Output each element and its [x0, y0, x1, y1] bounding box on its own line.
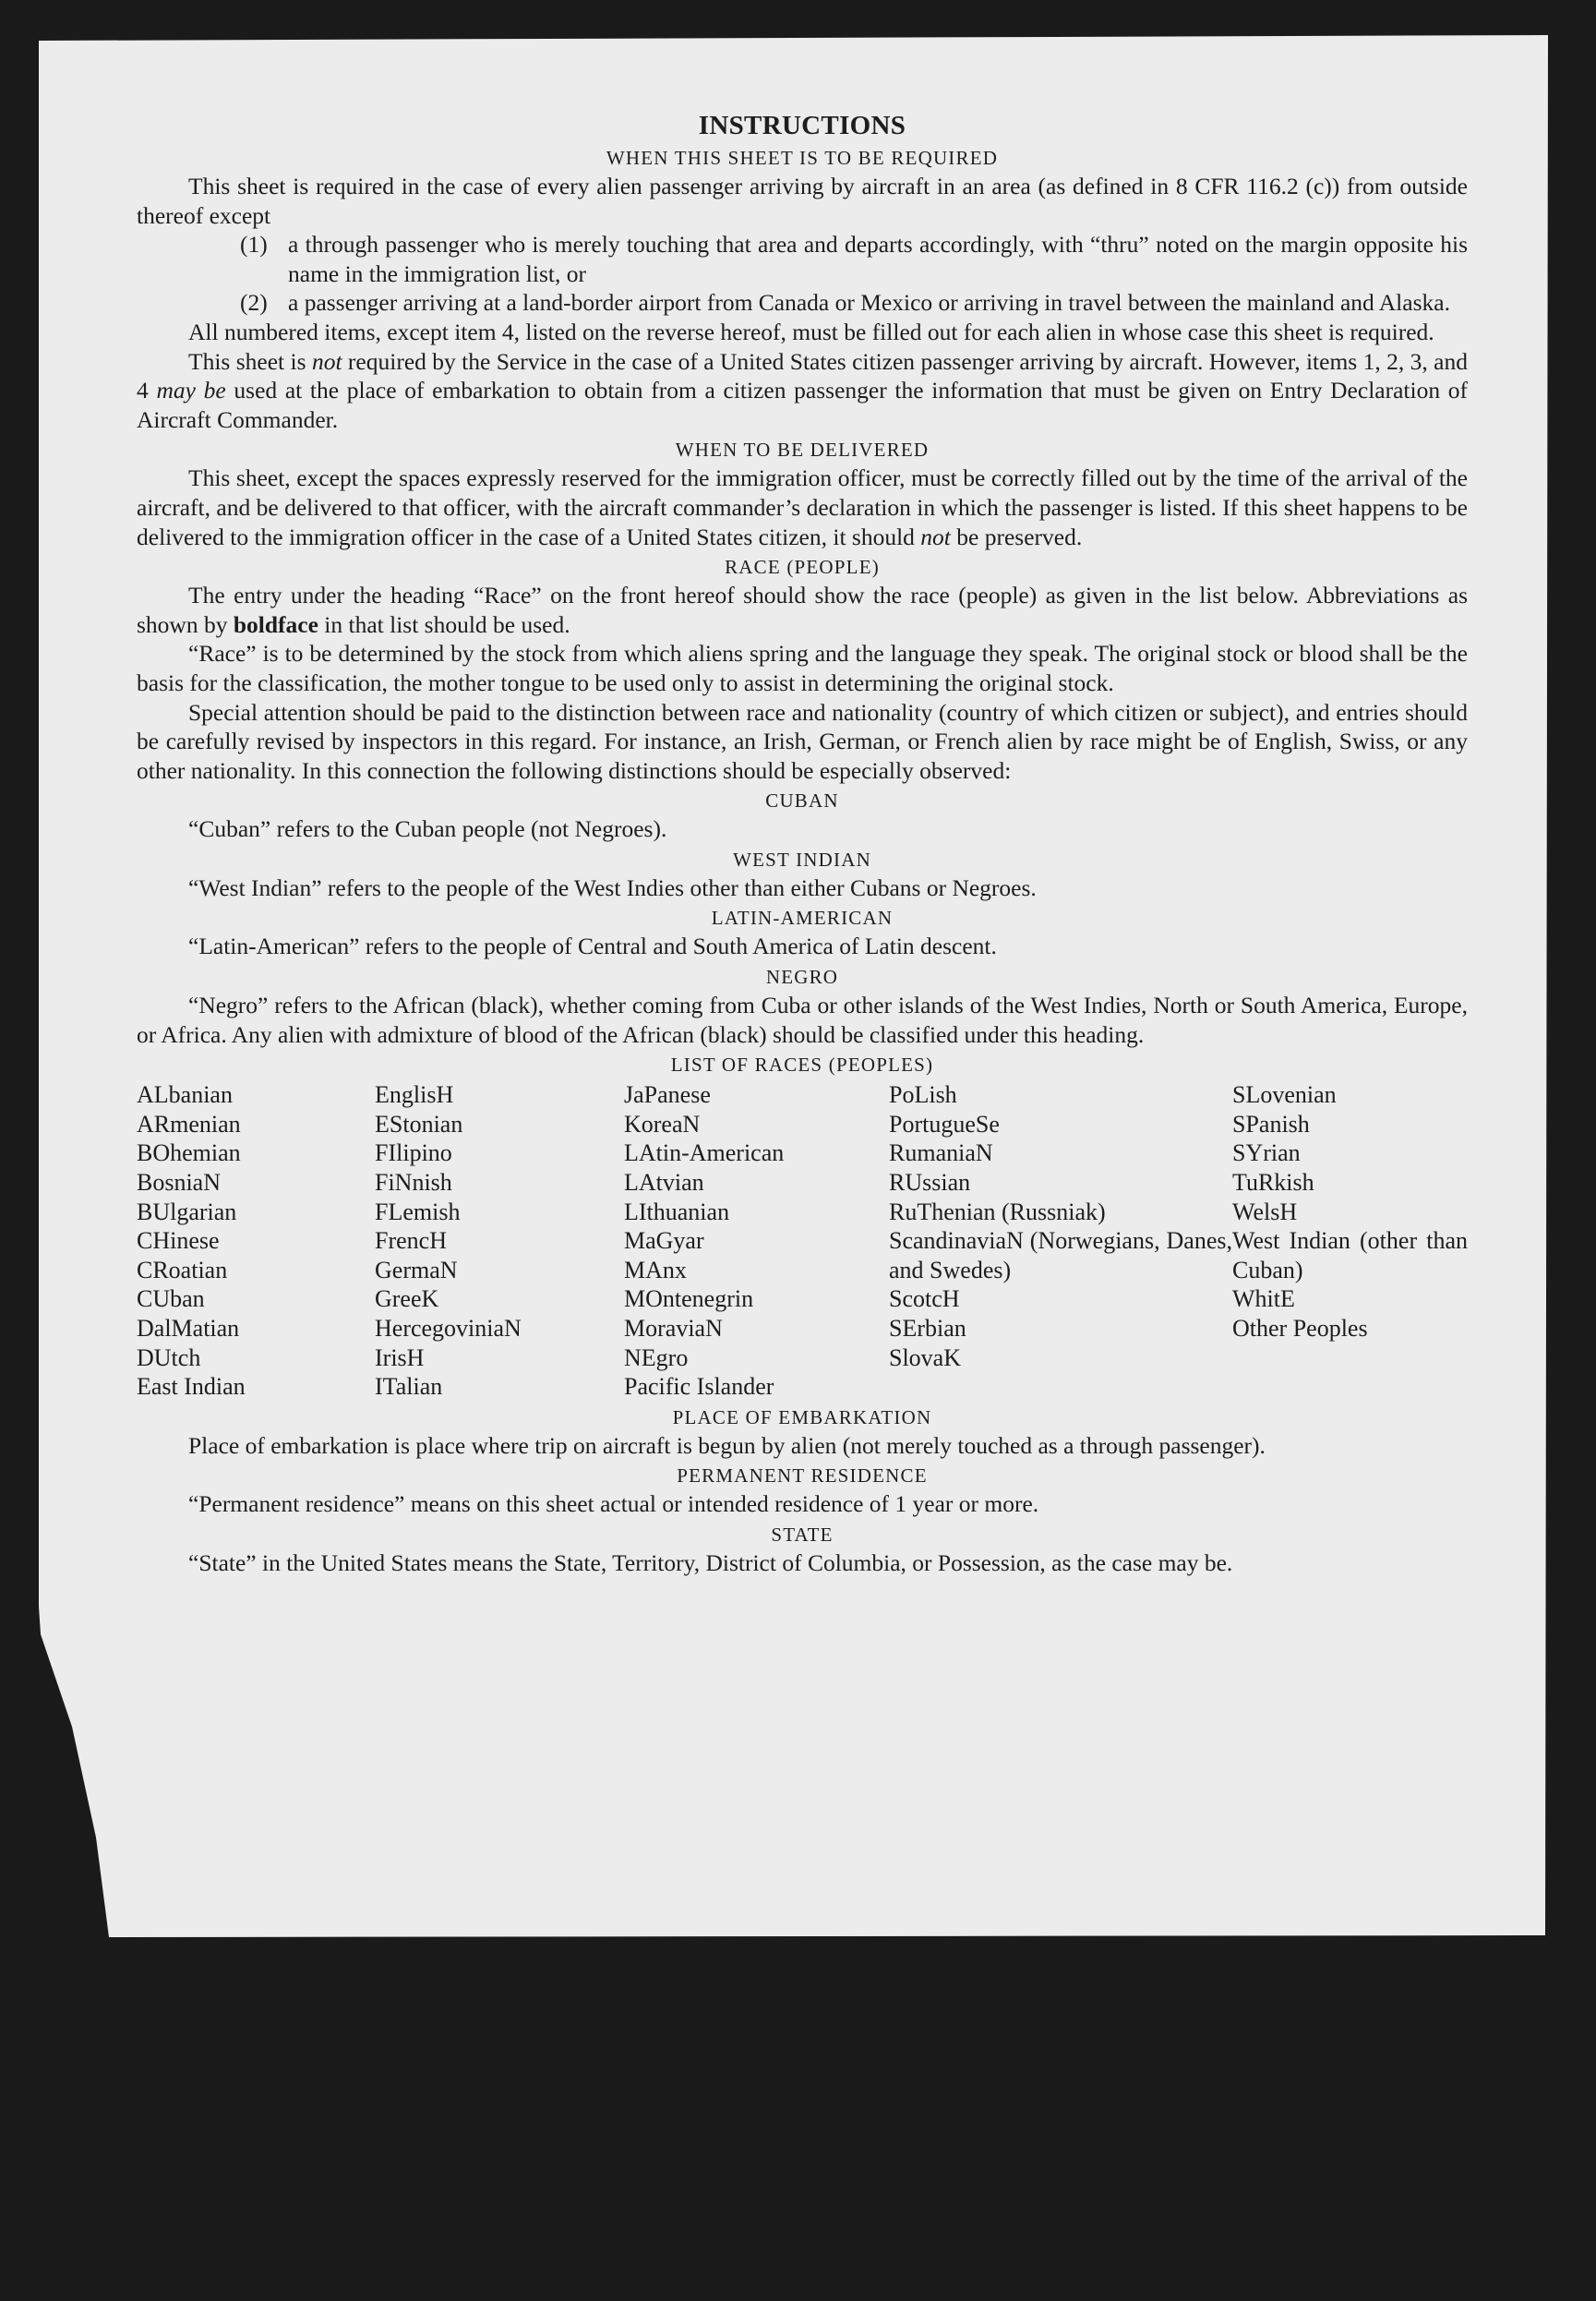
- race-entry: PortugueSe: [889, 1110, 1000, 1138]
- race-entry: FrencH: [375, 1227, 447, 1255]
- race-entry: ScotcH: [889, 1285, 960, 1313]
- race-entry: BUlgarian: [137, 1198, 237, 1225]
- race-entry: SlovaK: [889, 1343, 961, 1371]
- state-definition: “State” in the United States means the State, Territory, District of Columbia, or Possession, as the case may be.: [188, 1548, 1233, 1576]
- race-entry: SYrian: [1232, 1139, 1301, 1167]
- race-entry: West Indian (other than Cuban): [1232, 1227, 1468, 1283]
- race-entry: ARmenian: [137, 1110, 241, 1138]
- race-entry: EnglisH: [375, 1081, 454, 1109]
- exception-item-2: [240, 288, 1468, 318]
- heading-latin-american: LATIN-AMERICAN: [711, 907, 894, 930]
- heading-when-delivered: WHEN TO BE DELIVERED: [675, 439, 930, 462]
- when-required-paragraph: This sheet is required in the case of every alien passenger arriving by aircraft in an area (as defined in 8 CFR 116.2 (c)) from outside thereof except: [137, 173, 1468, 229]
- race-entry: JaPanese: [624, 1081, 711, 1109]
- race-entry: BOhemian: [137, 1139, 241, 1167]
- race-entry: ITalian: [375, 1373, 443, 1401]
- race-entry: BosniaN: [137, 1169, 221, 1197]
- race-paragraph-2: “Race” is to be determined by the stock from which aliens spring and the language they speak. The original stock or blood shall be the basis for the classification, the mother tongue to be used only to assist in determining the original stock.: [137, 640, 1468, 696]
- race-entry: LIthuanian: [624, 1198, 730, 1225]
- race-entry: LAtvian: [624, 1169, 704, 1197]
- citizen-text-b: required by the Service in the case of a United States citizen passenger arriving by aircraft. However, items 1, 2, 3, and 4: [137, 347, 1468, 404]
- races-list: [137, 1080, 1468, 1402]
- heading-state: STATE: [771, 1523, 834, 1546]
- race-text-a: The entry under the heading “Race” on the front hereof should show the race (people) as given in the list below. Abbreviations as shown by: [137, 582, 1468, 638]
- exception-item-2-text: a passenger arriving at a land-border airport from Canada or Mexico or arriving in travel between the mainland and Alaska.: [288, 289, 1450, 317]
- citizen-paragraph: [137, 347, 1468, 435]
- race-entry: FIlipino: [375, 1139, 452, 1167]
- races-column-2: [375, 1080, 624, 1402]
- exception-item-1-text: a through passenger who is merely touching that area and departs accordingly, with “thru” noted on the margin opposite his name in the immigration list, or: [288, 231, 1468, 287]
- heading-list-of-races: LIST OF RACES (PEOPLES): [670, 1054, 934, 1077]
- race-entry: MAnx: [624, 1256, 687, 1283]
- race-entry: TuRkish: [1232, 1169, 1314, 1197]
- race-entry: Pacific Islander: [624, 1373, 774, 1401]
- race-paragraph-3: Special attention should be paid to the distinction between race and nationality (country of which citizen or subject), and entries should be carefully revised by inspectors in this regard. For instance, an Irish, German, or French alien by race might be of English, Swiss, or any other nationality. In this connection the following distinctions should be especially observed:: [137, 698, 1468, 784]
- race-entry: ScandinaviaN (Norwegians, Danes, and Swedes): [889, 1227, 1232, 1283]
- races-column-5: [1232, 1080, 1468, 1402]
- race-entry: KoreaN: [624, 1110, 701, 1138]
- race-entry: DUtch: [137, 1343, 201, 1371]
- race-entry: HercegoviniaN: [375, 1315, 522, 1342]
- heading-place-of-embarkation: PLACE OF EMBARKATION: [672, 1405, 932, 1428]
- race-entry: MaGyar: [624, 1227, 704, 1255]
- numbered-items-paragraph: All numbered items, except item 4, listed on the reverse hereof, must be filled out for each alien in whose case this sheet is required.: [188, 318, 1434, 345]
- races-column-4: [889, 1080, 1232, 1402]
- race-entry: NEgro: [624, 1343, 689, 1371]
- races-column-1: [137, 1080, 375, 1402]
- permanent-residence-definition: “Permanent residence” means on this sheet actual or intended residence of 1 year or more.: [188, 1490, 1039, 1518]
- negro-definition: “Negro” refers to the African (black), whether coming from Cuba or other islands of the West Indies, North or South America, Europe, or Africa. Any alien with admixture of blood of the African (black) should be classified under this heading.: [137, 992, 1468, 1048]
- race-text-boldface: boldface: [233, 610, 318, 638]
- when-delivered-paragraph: [137, 464, 1468, 551]
- race-entry: CRoatian: [137, 1256, 228, 1283]
- heading-west-indian: WEST INDIAN: [733, 848, 871, 871]
- heading-when-required: WHEN THIS SHEET IS TO BE REQUIRED: [606, 147, 999, 169]
- heading-cuban: CUBAN: [765, 789, 839, 813]
- heading-negro: NEGRO: [765, 966, 839, 989]
- race-entry: SPanish: [1232, 1110, 1310, 1138]
- race-entry: SErbian: [889, 1315, 966, 1342]
- citizen-text-c: used at the place of embarkation to obtain from a citizen passenger the information that must be given on Entry Declaration of Aircraft Commander.: [137, 377, 1469, 433]
- citizen-text-not: not: [311, 347, 342, 375]
- exception-item-1: [240, 230, 1468, 288]
- delivered-text-b: be preserved.: [950, 523, 1083, 550]
- citizen-text-maybe: may be: [156, 377, 226, 404]
- race-entry: CUban: [137, 1285, 205, 1313]
- race-entry: RumaniaN: [889, 1139, 993, 1167]
- race-entry: LAtin-American: [624, 1139, 785, 1167]
- race-entry: EStonian: [375, 1110, 463, 1138]
- instructions-content: [137, 109, 1468, 1578]
- race-entry: WhitE: [1232, 1285, 1295, 1313]
- cuban-definition: “Cuban” refers to the Cuban people (not Negroes).: [188, 815, 667, 843]
- delivered-text-not: not: [920, 523, 951, 550]
- race-entry: CHinese: [137, 1227, 220, 1255]
- exception-item-1-number: (1): [240, 231, 268, 259]
- race-entry: IrisH: [375, 1343, 425, 1371]
- race-entry: PoLish: [889, 1081, 957, 1109]
- race-entry: DalMatian: [137, 1315, 240, 1342]
- race-entry: East Indian: [137, 1373, 246, 1401]
- race-entry: GermaN: [375, 1256, 458, 1283]
- heading-permanent-residence: PERMANENT RESIDENCE: [677, 1464, 928, 1488]
- race-entry: GreeK: [375, 1285, 439, 1313]
- place-of-embarkation-definition: Place of embarkation is place where trip on aircraft is begun by alien (not merely touched as a through passenger).: [188, 1431, 1266, 1459]
- race-text-b: in that list should be used.: [318, 610, 570, 638]
- race-paragraph-1: [137, 581, 1468, 639]
- heading-race: RACE (PEOPLE): [725, 556, 880, 579]
- page-title: INSTRUCTIONS: [698, 111, 906, 140]
- race-entry: ALbanian: [137, 1081, 233, 1109]
- race-entry: MOntenegrin: [624, 1285, 754, 1313]
- race-entry: Other Peoples: [1232, 1315, 1368, 1342]
- race-entry: RuThenian (Russniak): [889, 1198, 1106, 1225]
- race-entry: RUssian: [889, 1169, 971, 1197]
- race-entry: WelsH: [1232, 1198, 1298, 1225]
- west-indian-definition: “West Indian” refers to the people of the West Indies other than either Cubans or Negroes.: [188, 873, 1037, 901]
- citizen-text-a: This sheet is: [188, 347, 312, 375]
- race-entry: MoraviaN: [624, 1315, 723, 1342]
- race-entry: FLemish: [375, 1198, 461, 1225]
- race-entry: SLovenian: [1232, 1081, 1337, 1109]
- race-entry: FiNnish: [375, 1169, 452, 1197]
- exception-item-2-number: (2): [240, 289, 268, 317]
- races-column-3: [624, 1080, 889, 1402]
- delivered-text-a: This sheet, except the spaces expressly reserved for the immigration officer, must be correctly filled out by the time of the arrival of the aircraft, and be delivered to that officer, with the aircraft commander’s declaration in which the passenger is listed. If this sheet happens to be delivered to the immigration officer in the case of a United States citizen, it should: [137, 464, 1468, 550]
- latin-american-definition: “Latin-American” refers to the people of Central and South America of Latin descent.: [188, 933, 997, 960]
